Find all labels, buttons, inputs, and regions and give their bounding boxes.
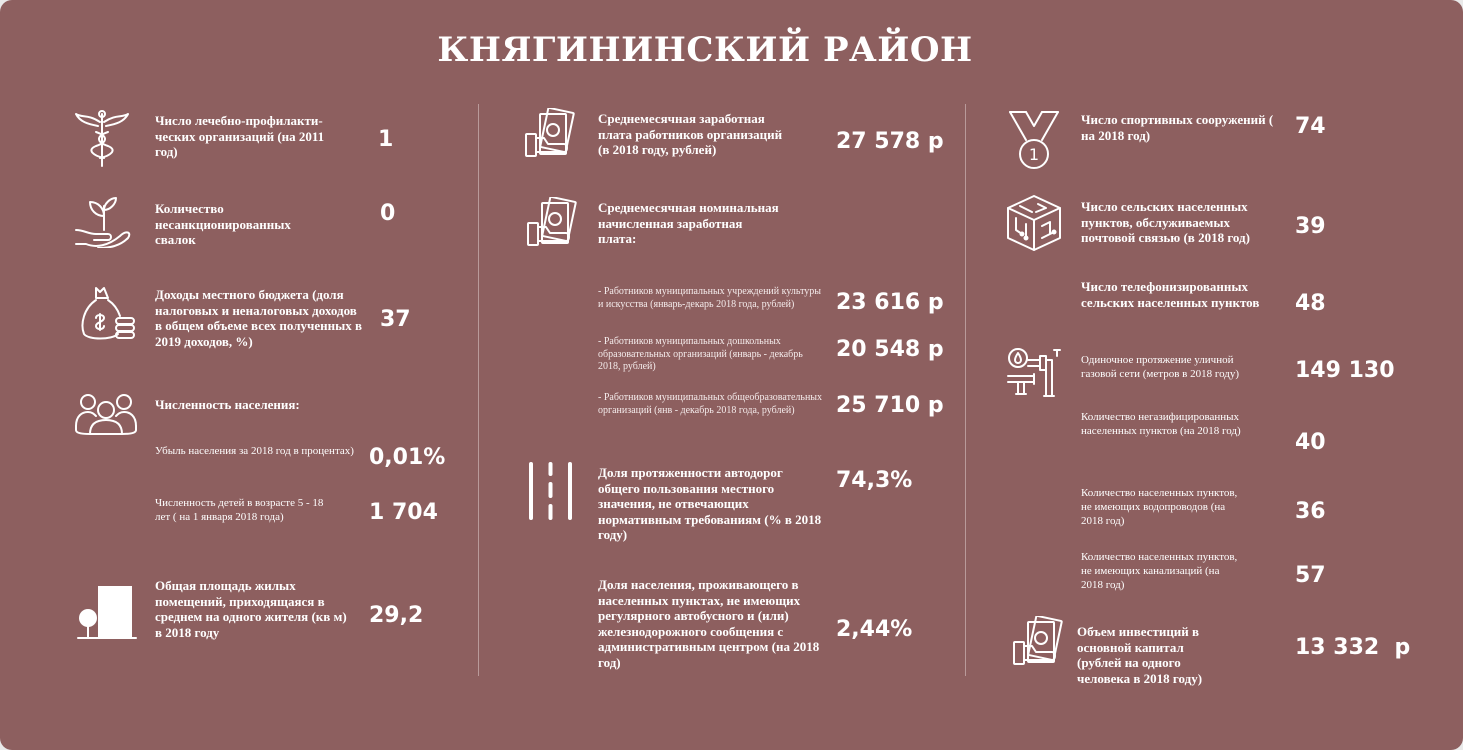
culture-salary-label: - Работников муниципальных учреждений культуры и искусства (январь-декарь 2018 года, рублей) — [598, 286, 822, 310]
preschool-salary-label: - Работников муниципальных дошкольных образовательных организаций (январь - декабрь 2018, рублей) — [598, 336, 803, 372]
circuit-cube-icon — [1006, 194, 1062, 252]
money-hand-icon — [524, 108, 576, 160]
dumps-label: Количество несанкционированных свалок — [155, 201, 291, 247]
housing-area-value: 29,2 — [369, 603, 424, 628]
avg-salary-label: Среднемесячная заработная плата работников организаций (в 2018 году, рублей) — [598, 111, 783, 157]
roads-share-label: Доля протяженности автодорог общего пользования местного значения, не отвечающих нормативным требованиям (% в 2018 году) — [598, 465, 822, 542]
budget-label: Доходы местного бюджета (доля налоговых и неналоговых доходов в общем объеме всех полученных в 2019 доходов, %) — [155, 287, 363, 349]
money-hand-icon — [1012, 616, 1064, 668]
phone-villages-value: 48 — [1295, 291, 1326, 316]
no-water-label: Количество населенных пунктов, не имеющих водопроводов (на 2018 год) — [1081, 487, 1238, 527]
investment-value: 13 332 р — [1295, 635, 1411, 660]
gas-pipe-icon — [1006, 346, 1064, 404]
preschool-salary-value: 20 548 р — [836, 337, 944, 362]
gas-network-label: Одиночное протяжение уличной газовой сети (метров в 2018 году) — [1081, 354, 1240, 380]
column-divider-left — [478, 104, 479, 676]
medal-icon — [1004, 110, 1064, 172]
apartment-building-icon — [76, 582, 138, 640]
children-count-value: 1 704 — [369, 500, 438, 525]
budget-value: 37 — [380, 307, 411, 332]
population-label: Численность населения: — [155, 397, 300, 412]
caduceus-icon — [74, 108, 130, 168]
non-gasified-value: 40 — [1295, 430, 1326, 455]
sports-facilities-label: Число спортивных сооружений ( на 2018 год) — [1081, 112, 1274, 143]
medical-orgs-value: 1 — [378, 127, 394, 152]
transport-share-value: 2,44% — [836, 617, 913, 642]
dumps-value: 0 — [380, 201, 396, 226]
school-salary-label: - Работников муниципальных общеобразовательных организаций (янв - декабрь 2018 года, рублей) — [598, 392, 823, 416]
road-icon — [528, 462, 574, 520]
population-decline-value: 0,01% — [369, 445, 446, 470]
postal-villages-value: 39 — [1295, 214, 1326, 239]
school-salary-value: 25 710 р — [836, 393, 944, 418]
non-gasified-label: Количество негазифицированных населенных пунктов (на 2018 год) — [1081, 411, 1241, 437]
roads-share-value: 74,3% — [836, 468, 913, 493]
no-sewer-label: Количество населенных пунктов, не имеющих канализаций (на 2018 год) — [1081, 551, 1238, 591]
housing-area-label: Общая площадь жилых помещений, приходящаяся в среднем на одного жителя (кв м) в 2018 году — [155, 578, 347, 640]
no-sewer-value: 57 — [1295, 563, 1326, 588]
transport-share-label: Доля населения, проживающего в населенных пунктах, не имеющих регулярного автобусного и (или) железнодорожного сообщения с административным центром (на 2018 год) — [598, 577, 820, 670]
money-bag-icon — [78, 284, 138, 344]
medical-orgs-label: Число лечебно-профилакти-ческих организаций (на 2011 год) — [155, 113, 325, 159]
children-count-label: Численность детей в возрасте 5 - 18 лет ( на 1 января 2018 года) — [155, 497, 324, 523]
people-icon — [74, 390, 138, 438]
avg-salary-value: 27 578 р — [836, 129, 944, 154]
population-decline-label: Убыль населения за 2018 год в процентах) — [155, 445, 354, 457]
gas-network-value: 149 130 — [1295, 358, 1395, 383]
medal-number: 1 — [1028, 145, 1040, 164]
postal-villages-label: Число сельских населенных пунктов, обслуживаемых почтовой связью (в 2018 год) — [1081, 199, 1250, 245]
culture-salary-value: 23 616 р — [836, 290, 944, 315]
sports-facilities-value: 74 — [1295, 114, 1326, 139]
no-water-value: 36 — [1295, 499, 1326, 524]
investment-label: Объем инвестиций в основной капитал (рублей на одного человека в 2018 году) — [1077, 624, 1203, 686]
column-divider-right — [965, 104, 966, 676]
page-title: КНЯГИНИНСКИЙ РАЙОН — [437, 30, 973, 70]
phone-villages-label: Число телефонизированных сельских населенных пунктов — [1081, 279, 1260, 310]
sprout-hand-icon — [74, 190, 134, 248]
money-hand-icon — [526, 197, 578, 249]
nominal-salary-label: Среднемесячная номинальная начисленная заработная плата: — [598, 200, 779, 246]
